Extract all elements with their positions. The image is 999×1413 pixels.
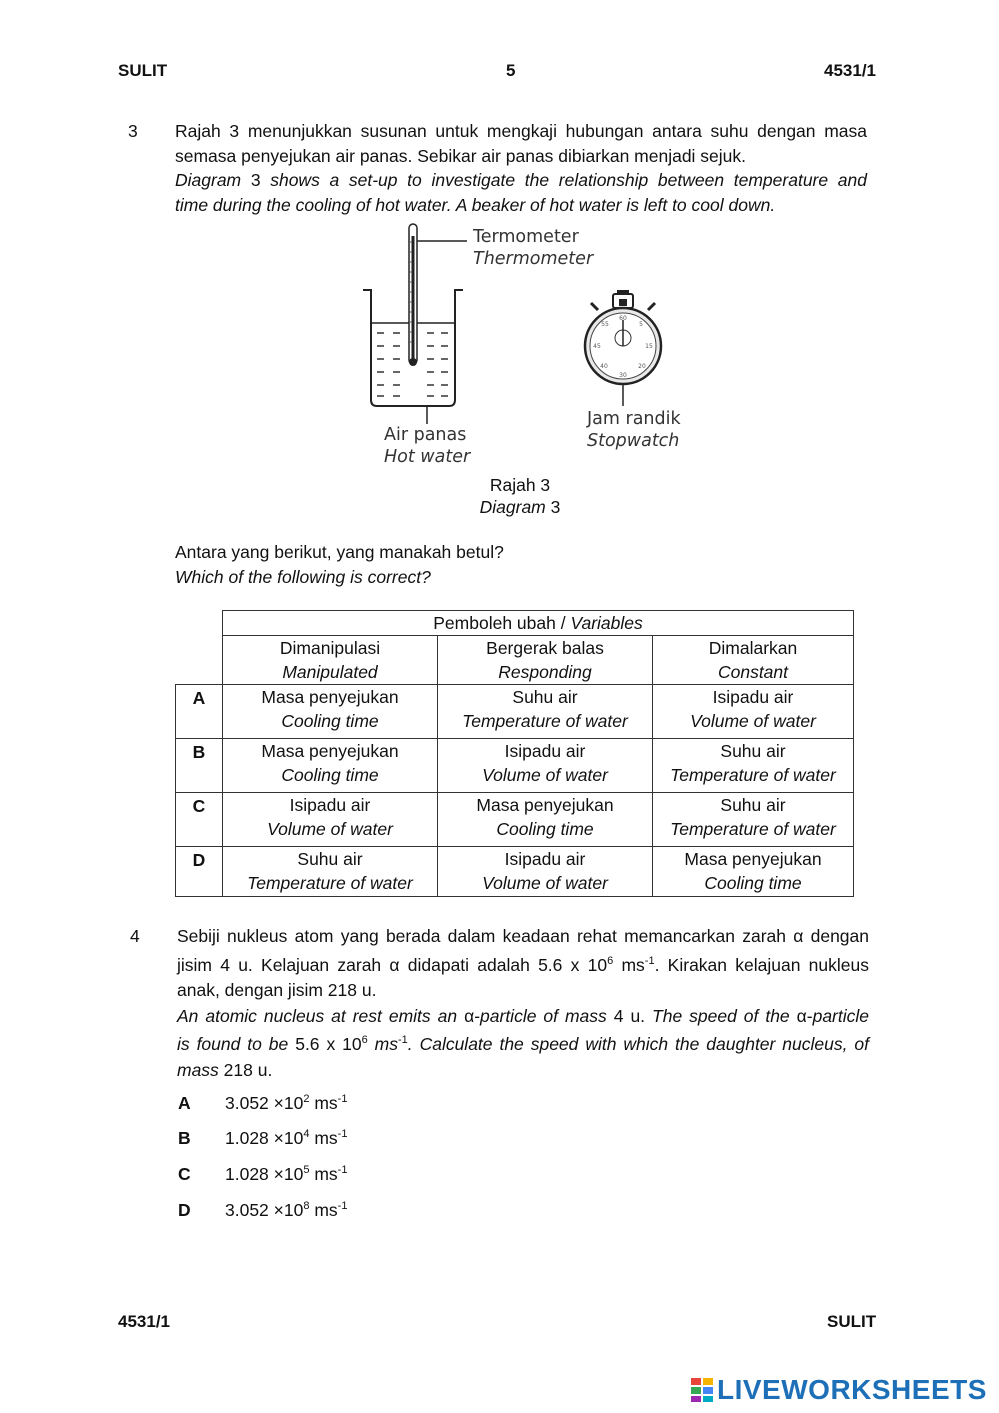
q4-en-line1: An atomic nucleus at rest emits an α-particle of mass 4 u. The speed of the α-particle — [177, 1005, 870, 1026]
column-header: Dimanipulasi Manipulated — [223, 636, 438, 685]
table-row — [176, 739, 854, 793]
footer-left: 4531/1 — [118, 1312, 170, 1331]
option-letter: C — [176, 793, 223, 847]
question-3-number: 3 — [128, 121, 138, 141]
table-header-row — [176, 636, 854, 685]
option-c[interactable]: C $1.028 \times 10^5$ $ms^{-1}$ — [178, 1164, 348, 1184]
option-letter: A — [176, 685, 223, 739]
q3-en-line1: Diagram 3 shows a set-up to investigate the relationship between temperature and — [175, 170, 867, 190]
table-corner — [176, 611, 223, 685]
stopwatch-icon — [585, 290, 661, 406]
table-cell: Masa penyejukan Cooling time — [223, 739, 438, 793]
footer-right: SULIT — [827, 1312, 877, 1331]
table-cell: Suhu air Temperature of water — [438, 685, 653, 739]
option-b[interactable]: B $1.028 \times 10^4$ $ms^{-1}$ — [178, 1128, 348, 1148]
q4-en-line2: is found to be 5.6 x $10^6$ $ms^{-1}$. Calculate the speed with which the daughter nucleus, of — [177, 1034, 869, 1054]
option-d[interactable]: D $3.052 \times 10^8$ $ms^{-1}$ — [178, 1200, 348, 1220]
q4-en-line3: mass 218 u. — [177, 1059, 273, 1080]
table-cell: Isipadu air Volume of water — [438, 739, 653, 793]
column-header: Dimalarkan Constant — [653, 636, 854, 685]
thermometer-icon — [409, 224, 467, 366]
header-right: 4531/1 — [824, 61, 876, 80]
option-letter: B — [176, 739, 223, 793]
table-cell: Isipadu air Volume of water — [438, 847, 653, 897]
liveworksheets-icon — [690, 1377, 714, 1403]
table-cell: Masa penyejukan Cooling time — [653, 847, 854, 897]
svg-text:55: 55 — [601, 321, 609, 328]
stopwatch-label: Jam randik Stopwatch — [587, 409, 681, 451]
table-cell: Suhu air Temperature of water — [653, 739, 854, 793]
option-letter: D — [176, 847, 223, 897]
option-a[interactable]: A $3.052 \times 10^2$ $ms^{-1}$ — [178, 1093, 348, 1113]
q3-ms-line1: Rajah 3 menunjukkan susunan untuk mengkaji hubungan antara suhu dengan masa — [175, 121, 867, 141]
table-row — [176, 793, 854, 847]
table-cell: Masa penyejukan Cooling time — [223, 685, 438, 739]
table-row — [176, 847, 854, 897]
question-3-stem — [175, 119, 867, 217]
q4-ms-line2: jisim 4 u. Kelajuan zarah α didapati adalah 5.6 x $10^6$ $ms^{-1}$. Kirakan kelajuan nukleus — [177, 954, 869, 975]
q3-ms-line2: semasa penyejukan air panas. Sebikar air panas dibiarkan menjadi sejuk. — [175, 145, 747, 166]
table-cell: Suhu air Temperature of water — [223, 847, 438, 897]
svg-text:15: 15 — [645, 343, 653, 350]
hot-water-label: Air panas Hot water — [384, 425, 471, 467]
table-cell: Suhu air Temperature of water — [653, 793, 854, 847]
diagram-caption: Rajah 3 Diagram 3 — [479, 475, 561, 517]
liveworksheets-text: LIVEWORKSHEETS — [717, 1374, 987, 1405]
question-4-number: 4 — [130, 926, 140, 946]
thermometer-label: Termometer Thermometer — [473, 227, 594, 269]
table-cell: Isipadu air Volume of water — [223, 793, 438, 847]
question-3-prompt: Antara yang berikut, yang manakah betul? Which of the following is correct? — [175, 542, 504, 587]
svg-text:60: 60 — [619, 315, 627, 322]
header-left: SULIT — [118, 61, 168, 80]
svg-text:20: 20 — [638, 363, 646, 370]
svg-text:30: 30 — [619, 372, 627, 379]
table-row — [176, 685, 854, 739]
table-cell: Masa penyejukan Cooling time — [438, 793, 653, 847]
table-cell: Isipadu air Volume of water — [653, 685, 854, 739]
q3-en-line2: time during the cooling of hot water. A beaker of hot water is left to cool down. — [175, 194, 776, 215]
column-header: Bergerak balas Responding — [438, 636, 653, 685]
variables-table — [175, 610, 854, 897]
q4-ms-line3: anak, dengan jisim 218 u. — [177, 980, 377, 1000]
svg-text:45: 45 — [593, 343, 601, 350]
q4-ms-line1: Sebiji nukleus atom yang berada dalam keadaan rehat memancarkan zarah α dengan — [177, 926, 869, 946]
svg-text:40: 40 — [600, 363, 608, 370]
liveworksheets-logo[interactable] — [690, 1374, 987, 1406]
page-number: 5 — [506, 61, 516, 80]
table-group-header: Pemboleh ubah / Variables — [223, 611, 854, 636]
svg-text:5: 5 — [639, 321, 643, 328]
question-4-stem — [177, 924, 869, 1083]
